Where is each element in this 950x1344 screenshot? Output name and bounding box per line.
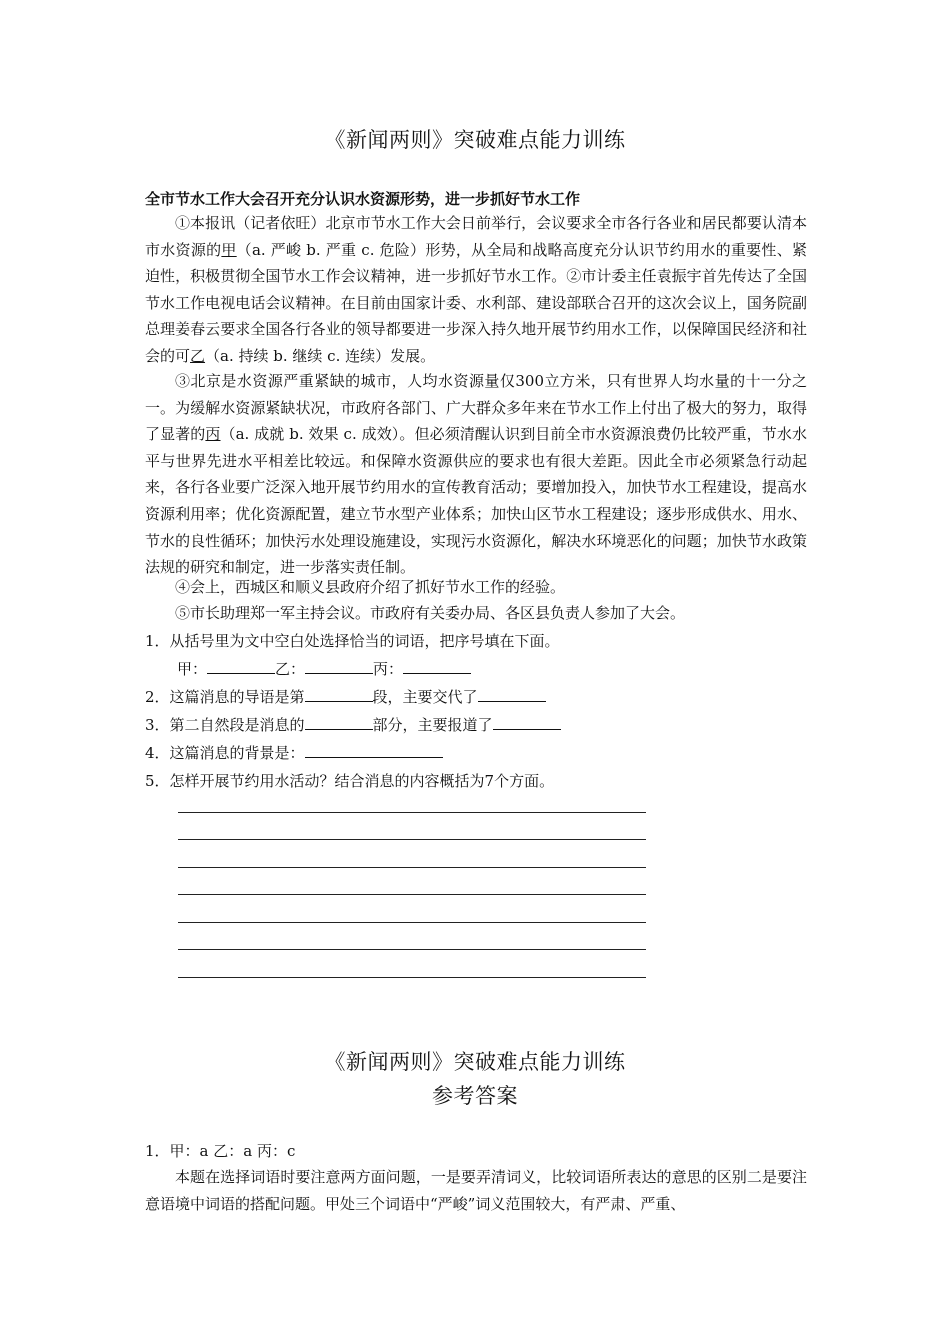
news-paragraph-3: ③北京是水资源严重紧缺的城市，人均水资源量仅300立方米，只有世界人均水量的十一分之一。为缓解水资源紧缺状况，市政府各部门、广大群众多年来在节水工作上付出了极大的努力，取得了显著的丙（a. 成就 b. 效果 c. 成效）。但必须清醒认识到目前全市水资源浪费仍比较严重，节水水平与世界先进水平相差比较远。和保障水资源供应的要求也有很大差距。因此全市必须紧急行动起来，各行各业要广泛深入地开展节约用水的宣传教育活动；要增加投入，加快节水工程建设，提高水资源利用率；优化资源配置，建立节水型产业体系；加快山区节水工程建设；逐步形成供水、用水、节水的良性循环；加快污水处理设施建设，实现污水资源化，解决水环境恶化的问题；加快节水政策法规的研究和制定，进一步落实责任制。: [145, 372, 807, 577]
question-2: 2．这篇消息的导语是第 段，主要交代了: [145, 686, 546, 707]
answer-line[interactable]: [178, 867, 646, 868]
question-1: 1．从括号里为文中空白处选择恰当的词语，把序号填在下面。: [145, 632, 560, 650]
blank-bing: 丙: [205, 425, 221, 444]
answers-title: 《新闻两则》突破难点能力训练: [324, 1050, 626, 1074]
answer-blank-q4[interactable]: [305, 743, 443, 758]
page-title: 《新闻两则》突破难点能力训练: [324, 128, 626, 152]
answer-line[interactable]: [178, 812, 646, 813]
blank-jia: 甲: [221, 240, 237, 259]
news-headline: 全市节水工作大会召开充分认识水资源形势，进一步抓好节水工作: [145, 190, 581, 208]
answer-blank-q3-content[interactable]: [493, 715, 561, 730]
news-paragraph-1: ①本报讯（记者依旺）北京市节水工作大会日前举行，会议要求全市各行各业和居民都要认清本市水资源的甲（a. 严峻 b. 严重 c. 危险）形势，从全局和战略高度充分认识节约用水的重要性、紧迫性，积极贯彻全国节水工作会议精神，进一步抓好节水工作。②市计委主任袁振宇首先传达了全国节水工作电视电话会议精神。在目前由国家计委、水利部、建设部联合召开的这次会议上，国务院副总理姜春云要求全国各行各业的领导都要进一步深入持久地开展节约用水工作，以保障国民经济和社会的可乙（a. 持续 b. 继续 c. 连续）发展。: [145, 214, 807, 365]
answer-blank-q3-part[interactable]: [305, 715, 373, 730]
answer-1: 1．甲：a 乙：a 丙：c: [145, 1142, 296, 1160]
question-4: 4．这篇消息的背景是：: [145, 742, 443, 763]
news-paragraph-4: ④会上，西城区和顺义县政府介绍了抓好节水工作的经验。: [175, 578, 566, 596]
question-1-answers: 甲： 乙： 丙：: [177, 658, 471, 679]
news-paragraph-5: ⑤市长助理郑一军主持会议。市政府有关委办局、各区县负责人参加了大会。: [175, 604, 686, 622]
answers-subtitle: 参考答案: [432, 1084, 518, 1108]
answer-blank-q2-content[interactable]: [478, 687, 546, 702]
answer-line[interactable]: [178, 949, 646, 950]
answer-line[interactable]: [178, 839, 646, 840]
answer-blank-jia[interactable]: [207, 659, 275, 674]
blank-yi: 乙: [190, 346, 206, 365]
answer-line[interactable]: [178, 977, 646, 978]
answer-blank-yi[interactable]: [305, 659, 373, 674]
question-3: 3．第二自然段是消息的 部分，主要报道了: [145, 714, 561, 735]
answer-blank-q2-para[interactable]: [305, 687, 373, 702]
answer-1-explanation: 本题在选择词语时要注意两方面问题，一是要弄清词义，比较词语所表达的意思的区别二是要注意语境中词语的搭配问题。甲处三个词语中“严峻”词义范围较大，有严肃、严重、: [145, 1168, 807, 1213]
question-5: 5．怎样开展节约用水活动？结合消息的内容概括为7个方面。: [145, 772, 555, 790]
answer-line[interactable]: [178, 894, 646, 895]
answer-line[interactable]: [178, 922, 646, 923]
answer-blank-bing[interactable]: [403, 659, 471, 674]
